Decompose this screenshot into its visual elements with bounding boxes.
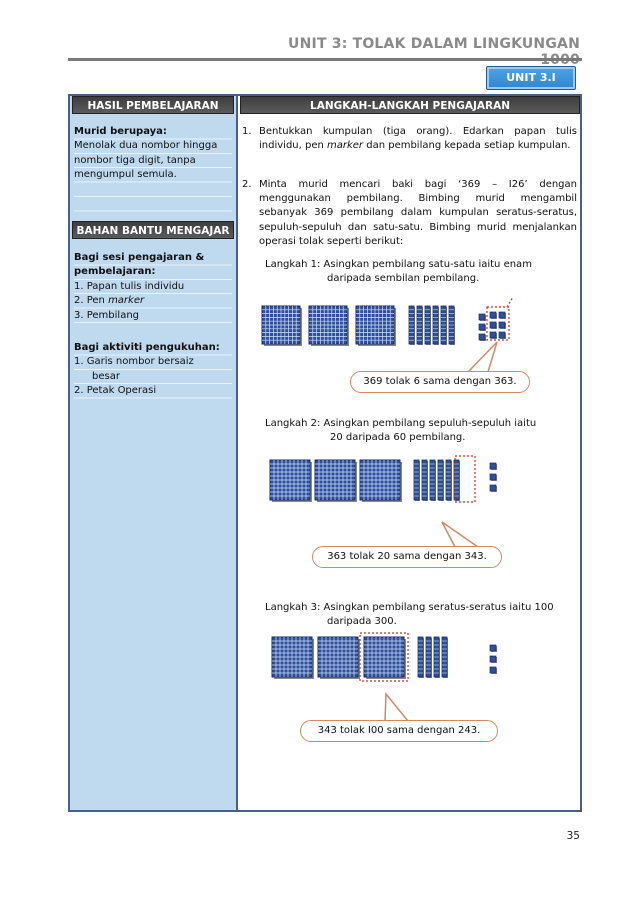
callout-pointer [442,522,478,547]
one-cube [490,485,496,491]
step-1-line-b: daripada sembilan pembilang. [327,273,480,284]
heading-langkah-pengajaran: LANGKAH-LANGKAH PENGAJARAN [240,96,580,114]
bagi-sesi-label: Bagi sesi pengajaran & pembelajaran: [74,252,205,278]
one-cube [490,667,496,673]
one-cube [490,645,496,651]
one-cube [499,312,505,318]
aktiviti-item-2: 2. Petak Operasi [74,385,157,397]
page-number: 35 [566,830,580,842]
item-2-text: Minta murid mencari baki bagi ‘369 – I26’ dengan menggunakan pembilang. Bimbing murid mengambil sebanyak 369 pembilang dalam kumpulan seratus-seratus, sepuluh-sepuluh dan satu-satu. Bimbing murid menjalankan operasi tolak seperti berikut: [259,179,577,247]
sesi-item-3: 3. Pembilang [74,309,140,321]
step-1-line-a: Langkah 1: Asingkan pembilang satu-satu iaitu enam [265,259,532,270]
step-3-line-b: daripada 300. [327,616,397,627]
step-2-line-a: Langkah 2: Asingkan pembilang sepuluh-sepuluh iaitu [265,418,537,429]
one-cube [490,332,496,338]
sesi-item-1: 1. Papan tulis individu [74,280,185,292]
aktiviti-item-1: 1. Garis nombor bersaiz [74,356,194,368]
murid-label: Murid berupaya: [74,126,167,137]
one-cube [499,322,505,328]
one-cube [490,463,496,469]
murid-text: Menolak dua nombor hingga nombor tiga digit, tanpa mengumpul semula. [74,140,218,181]
aktiviti-item-1-cont: besar [92,370,120,382]
sesi-item-2: 2. Pen marker [74,295,145,307]
heading-hasil-pembelajaran: HASIL PEMBELAJARAN [72,96,234,114]
one-cube [479,314,485,320]
unit-title: UNIT 3: TOLAK DALAM LINGKUNGAN [288,36,580,52]
subtract-highlight-line [507,297,513,307]
one-cube [490,656,496,662]
bagi-aktiviti-label: Bagi aktiviti pengukuhan: [74,342,220,353]
step-3-line-a: Langkah 3: Asingkan pembilang seratus-seratus iaitu 100 [265,602,554,613]
one-cube [479,334,485,340]
heading-bahan-bantu: BAHAN BANTU MENGAJAR [72,221,234,239]
callout-pointer [385,694,408,721]
callout-step-2: 363 tolak 20 sama dengan 343. [312,546,502,568]
one-cube [499,332,505,338]
item-1-number: 1. [242,126,252,137]
callout-step-1: 369 tolak 6 sama dengan 363. [350,371,530,393]
one-cube [490,322,496,328]
one-cube [490,312,496,318]
item-2-number: 2. [242,179,252,190]
item-1-text: Bentukkan kumpulan (tiga orang). Edarkan papan tulis individu, pen marker dan pembilang kepada setiap kumpulan. [259,126,577,152]
one-cube [479,324,485,330]
unit-badge: UNIT 3.I [486,66,576,90]
callout-step-3: 343 tolak I00 sama dengan 243. [300,720,498,742]
callout-pointer [468,342,497,372]
one-cube [490,474,496,480]
step-2-line-b: 20 daripada 60 pembilang. [330,432,466,443]
